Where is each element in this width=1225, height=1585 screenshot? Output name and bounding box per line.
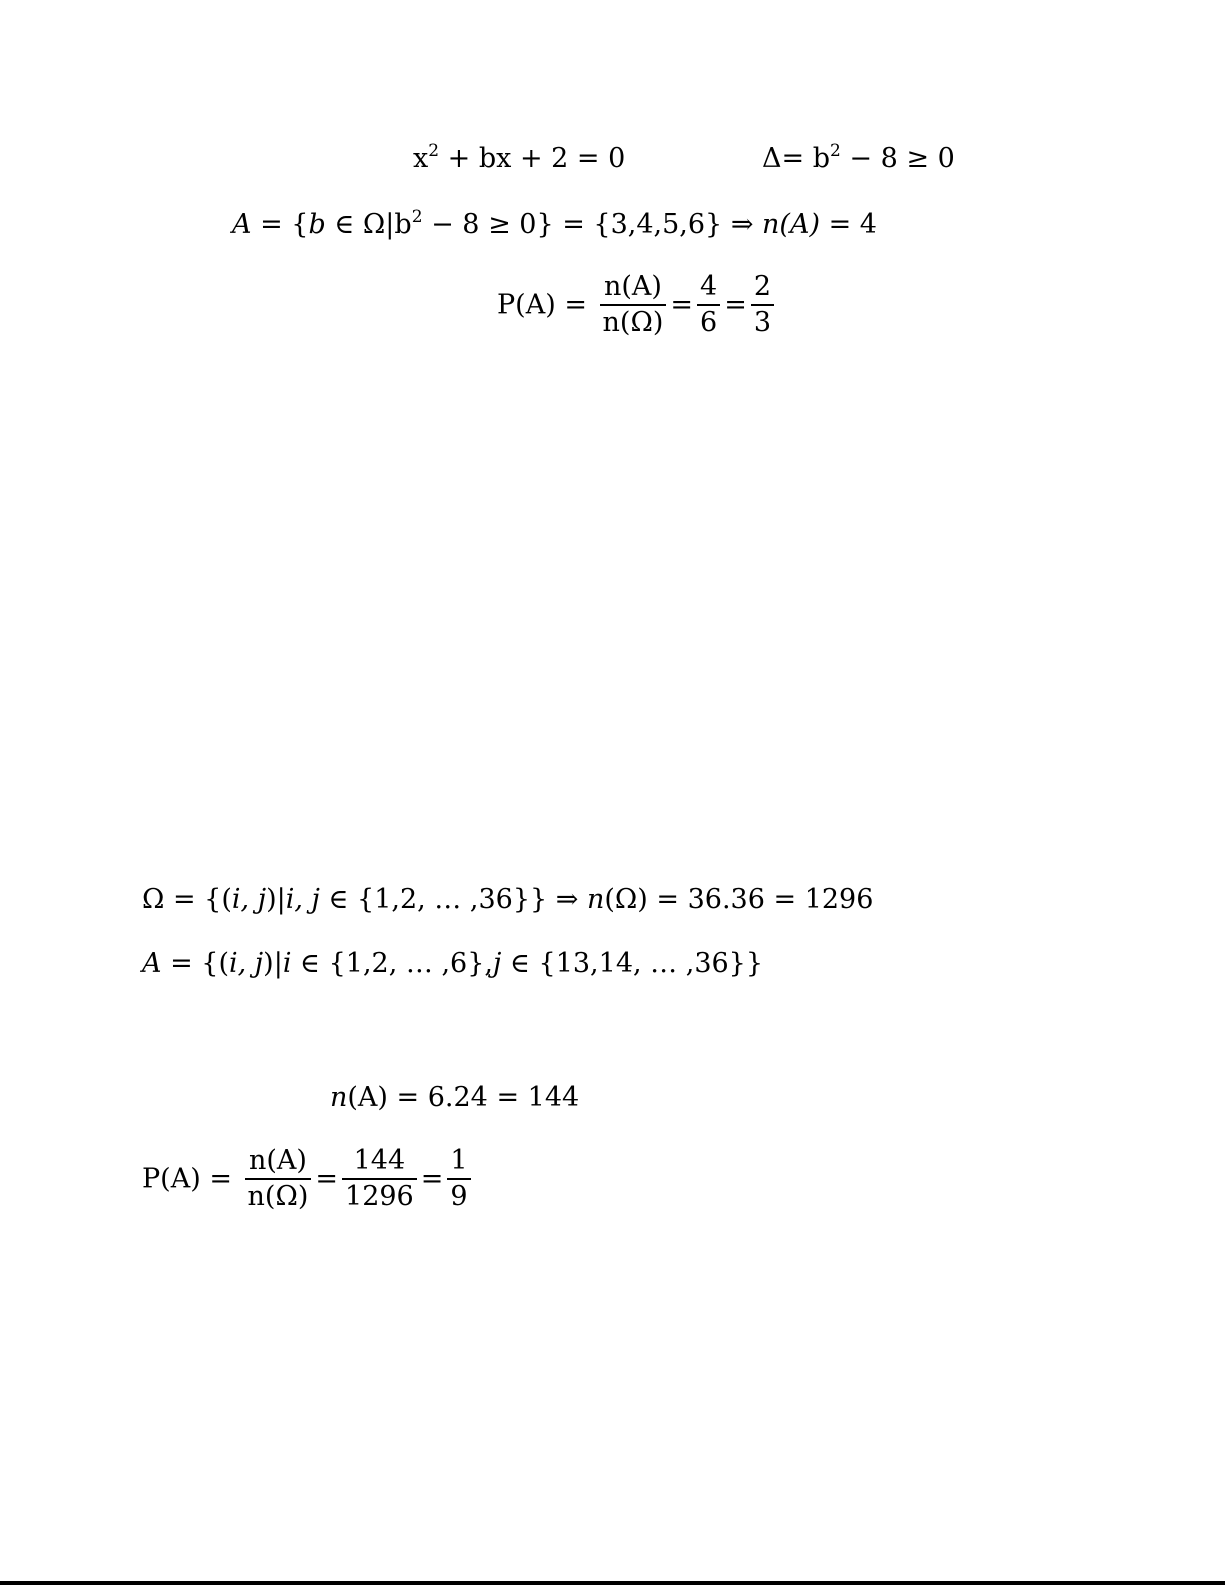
discriminant-inequality [762,141,955,174]
page-bottom-rule [0,1581,1225,1585]
set-var-i: i [282,948,292,979]
probability-lhs: P(A) = [142,1163,232,1195]
set-var-j: j [493,948,502,979]
fraction-result [751,270,774,340]
omega-text: ∈ {1,2, … ,36}} ⇒ [319,884,587,915]
set-variable: A [142,948,162,979]
fraction-ratio [600,270,667,340]
omega-text: )| [266,884,286,915]
count-function: n [586,884,605,915]
equals-sign: = [420,1163,444,1195]
set-vars: i, j [229,948,264,979]
event-set-definition [232,207,877,240]
fraction-numerator: 2 [751,270,774,306]
count-argument: (A) [779,209,820,240]
fraction-numerator: n(A) [245,1144,312,1180]
fraction-values [697,270,720,340]
fraction-numerator: n(A) [600,270,667,306]
fraction-denominator: 9 [450,1180,468,1212]
quadratic-lhs: x [413,143,429,174]
fraction-result [447,1144,470,1214]
count-result: (A) = 6.24 = 144 [347,1082,580,1113]
set-element: b [308,209,326,240]
fraction-denominator: n(Ω) [602,306,664,338]
set-text: ∈ Ω|b [325,209,412,240]
count-result: = 4 [820,209,877,240]
fraction-numerator: 144 [342,1144,417,1180]
set-variable: A [232,209,252,240]
fraction-denominator: 1296 [345,1180,414,1212]
event-count [330,1084,579,1111]
event-set-definition-2 [142,950,763,977]
count-function: n [762,209,780,240]
discriminant-exponent: 2 [830,141,841,161]
quadratic-equation [413,141,626,174]
set-exponent: 2 [411,207,423,227]
set-text: )| [263,948,283,979]
fraction-numerator: 4 [697,270,720,306]
omega-vars: i, j [285,884,320,915]
equals-sign: = [315,1163,339,1195]
equals-sign: = [670,289,694,321]
fraction-denominator: 6 [700,306,718,338]
fraction-ratio [245,1144,312,1214]
fraction-denominator: 3 [753,306,772,338]
discriminant-rhs: − 8 ≥ 0 [840,143,955,174]
fraction-denominator: n(Ω) [247,1180,309,1212]
set-text: = { [251,209,309,240]
omega-text: Ω = {( [142,884,232,915]
set-text: − 8 ≥ 0} = {3,4,5,6} ⇒ [422,209,763,240]
discriminant-lhs: Δ= b [762,143,830,174]
quadratic-rhs: + bx + 2 = 0 [439,143,626,174]
probability-formula-2 [142,1144,475,1214]
set-text: ∈ {13,14, … ,36}} [501,948,764,979]
set-text: ∈ {1,2, … ,6}, [291,948,493,979]
count-function: n [330,1082,348,1113]
probability-formula-1 [497,270,778,340]
omega-count: (Ω) = 36.36 = 1296 [604,884,874,915]
omega-vars: i, j [231,884,267,915]
fraction-values [342,1144,417,1214]
probability-lhs: P(A) = [497,289,587,321]
sample-space-definition [142,886,873,913]
set-text: = {( [161,948,229,979]
quadratic-exponent: 2 [428,141,440,161]
equals-sign: = [724,289,747,321]
fraction-numerator: 1 [447,1144,470,1180]
